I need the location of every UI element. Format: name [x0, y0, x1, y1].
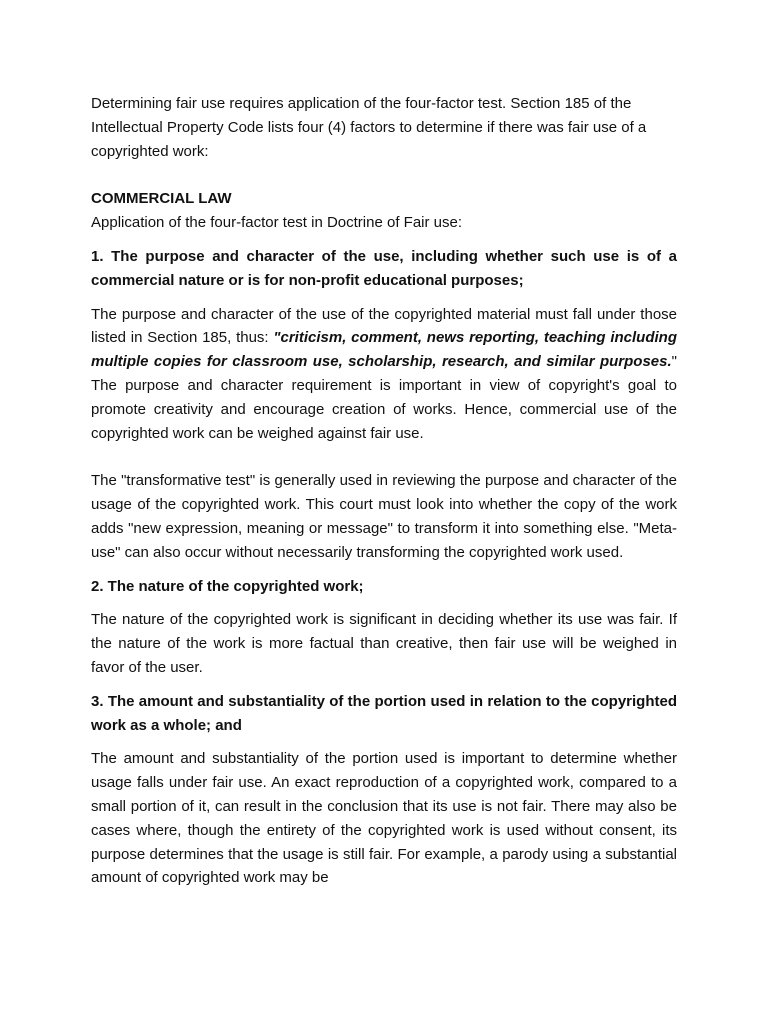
factor-1-text-before-quote: The purpose and character of the use of the copyrighted material must fall under those listed in Section 185, thus:: [91, 305, 677, 347]
factor-3-heading: 3. The amount and substantiality of the portion used in relation to the copyrighted work as a whole; and: [91, 692, 677, 734]
document-body: [91, 92, 677, 890]
factor-3-paragraph: The amount and substantiality of the portion used is important to determine whether usage falls under fair use. An exact reproduction of a copyrighted work, compared to a small portion of it, can result in the conclusion that its use is not fair. There may also be cases where, though the entirety of the copyrighted work is used without consent, its purpose determines that the usage is still fair. For example, a parody using a substantial amount of copyrighted work may be: [91, 750, 677, 887]
factor-1-text-after-quote: " The purpose and character requirement is important in view of copyright's goal to promote creativity and encourage creation of works. Hence, commercial use of the copyrighted work can be weighed against fair use.: [91, 353, 677, 442]
factor-2-heading: 2. The nature of the copyrighted work;: [91, 577, 364, 595]
section-subtitle: Application of the four-factor test in Doctrine of Fair use:: [91, 214, 463, 232]
factor-2-paragraph: The nature of the copyrighted work is significant in deciding whether its use was fair. If the nature of the work is more factual than creative, then fair use will be weighed in favor of the user.: [91, 611, 677, 676]
factor-1-heading: 1. The purpose and character of the use, including whether such use is of a commercial nature or is for non-profit educational purposes;: [91, 247, 677, 289]
section-title: COMMERCIAL LAW: [91, 190, 232, 208]
intro-paragraph: Determining fair use requires application of the four-factor test. Section 185 of the Intellectual Property Code lists four (4) factors to determine if there was fair use of a copyrighted work:: [91, 95, 647, 160]
factor-1-paragraph-2: The "transformative test" is generally used in reviewing the purpose and character of the usage of the copyrighted work. This court must look into whether the copy of the work adds "new expression, meaning or message" to transform it into something else. "Meta-use" can also occur without necessarily transforming the copyrighted work used.: [91, 472, 677, 561]
factor-1-paragraph-1: [91, 303, 677, 446]
factor-1-quote: "criticism, comment, news reporting, teaching including multiple copies for classroom use, scholarship, research, and similar purposes.: [91, 329, 678, 371]
